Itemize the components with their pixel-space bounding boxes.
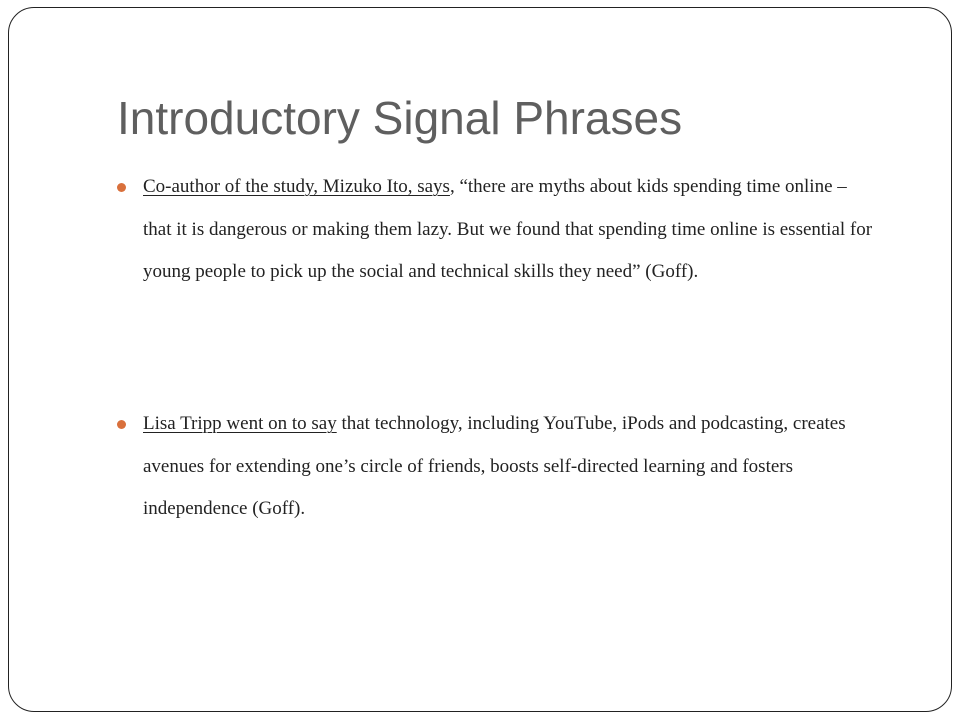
quote-text: , “there are myths about kids spending time online – that it is dangerous or making them lazy. But we found that spending time online is essential for young people to pick up the social and technical skills they need” (Goff).: [143, 176, 873, 282]
signal-phrase: Co-author of the study, Mizuko Ito, says: [143, 176, 450, 197]
bullet-dot-icon: [117, 420, 126, 429]
paraphrase-text: that technology, including YouTube, iPods and podcasting, creates avenues for extending one’s circle of friends, boosts self-directed learning and fosters independence (Goff).: [143, 413, 846, 519]
bullet-item: [117, 403, 877, 531]
slide-frame: [8, 7, 952, 712]
signal-phrase: Lisa Tripp went on to say: [143, 413, 337, 434]
bullet-item: [117, 166, 877, 294]
bullet-dot-icon: [117, 183, 126, 192]
bullet-text: [143, 403, 877, 531]
bullet-text: [143, 166, 877, 294]
slide-title: Introductory Signal Phrases: [117, 92, 683, 144]
